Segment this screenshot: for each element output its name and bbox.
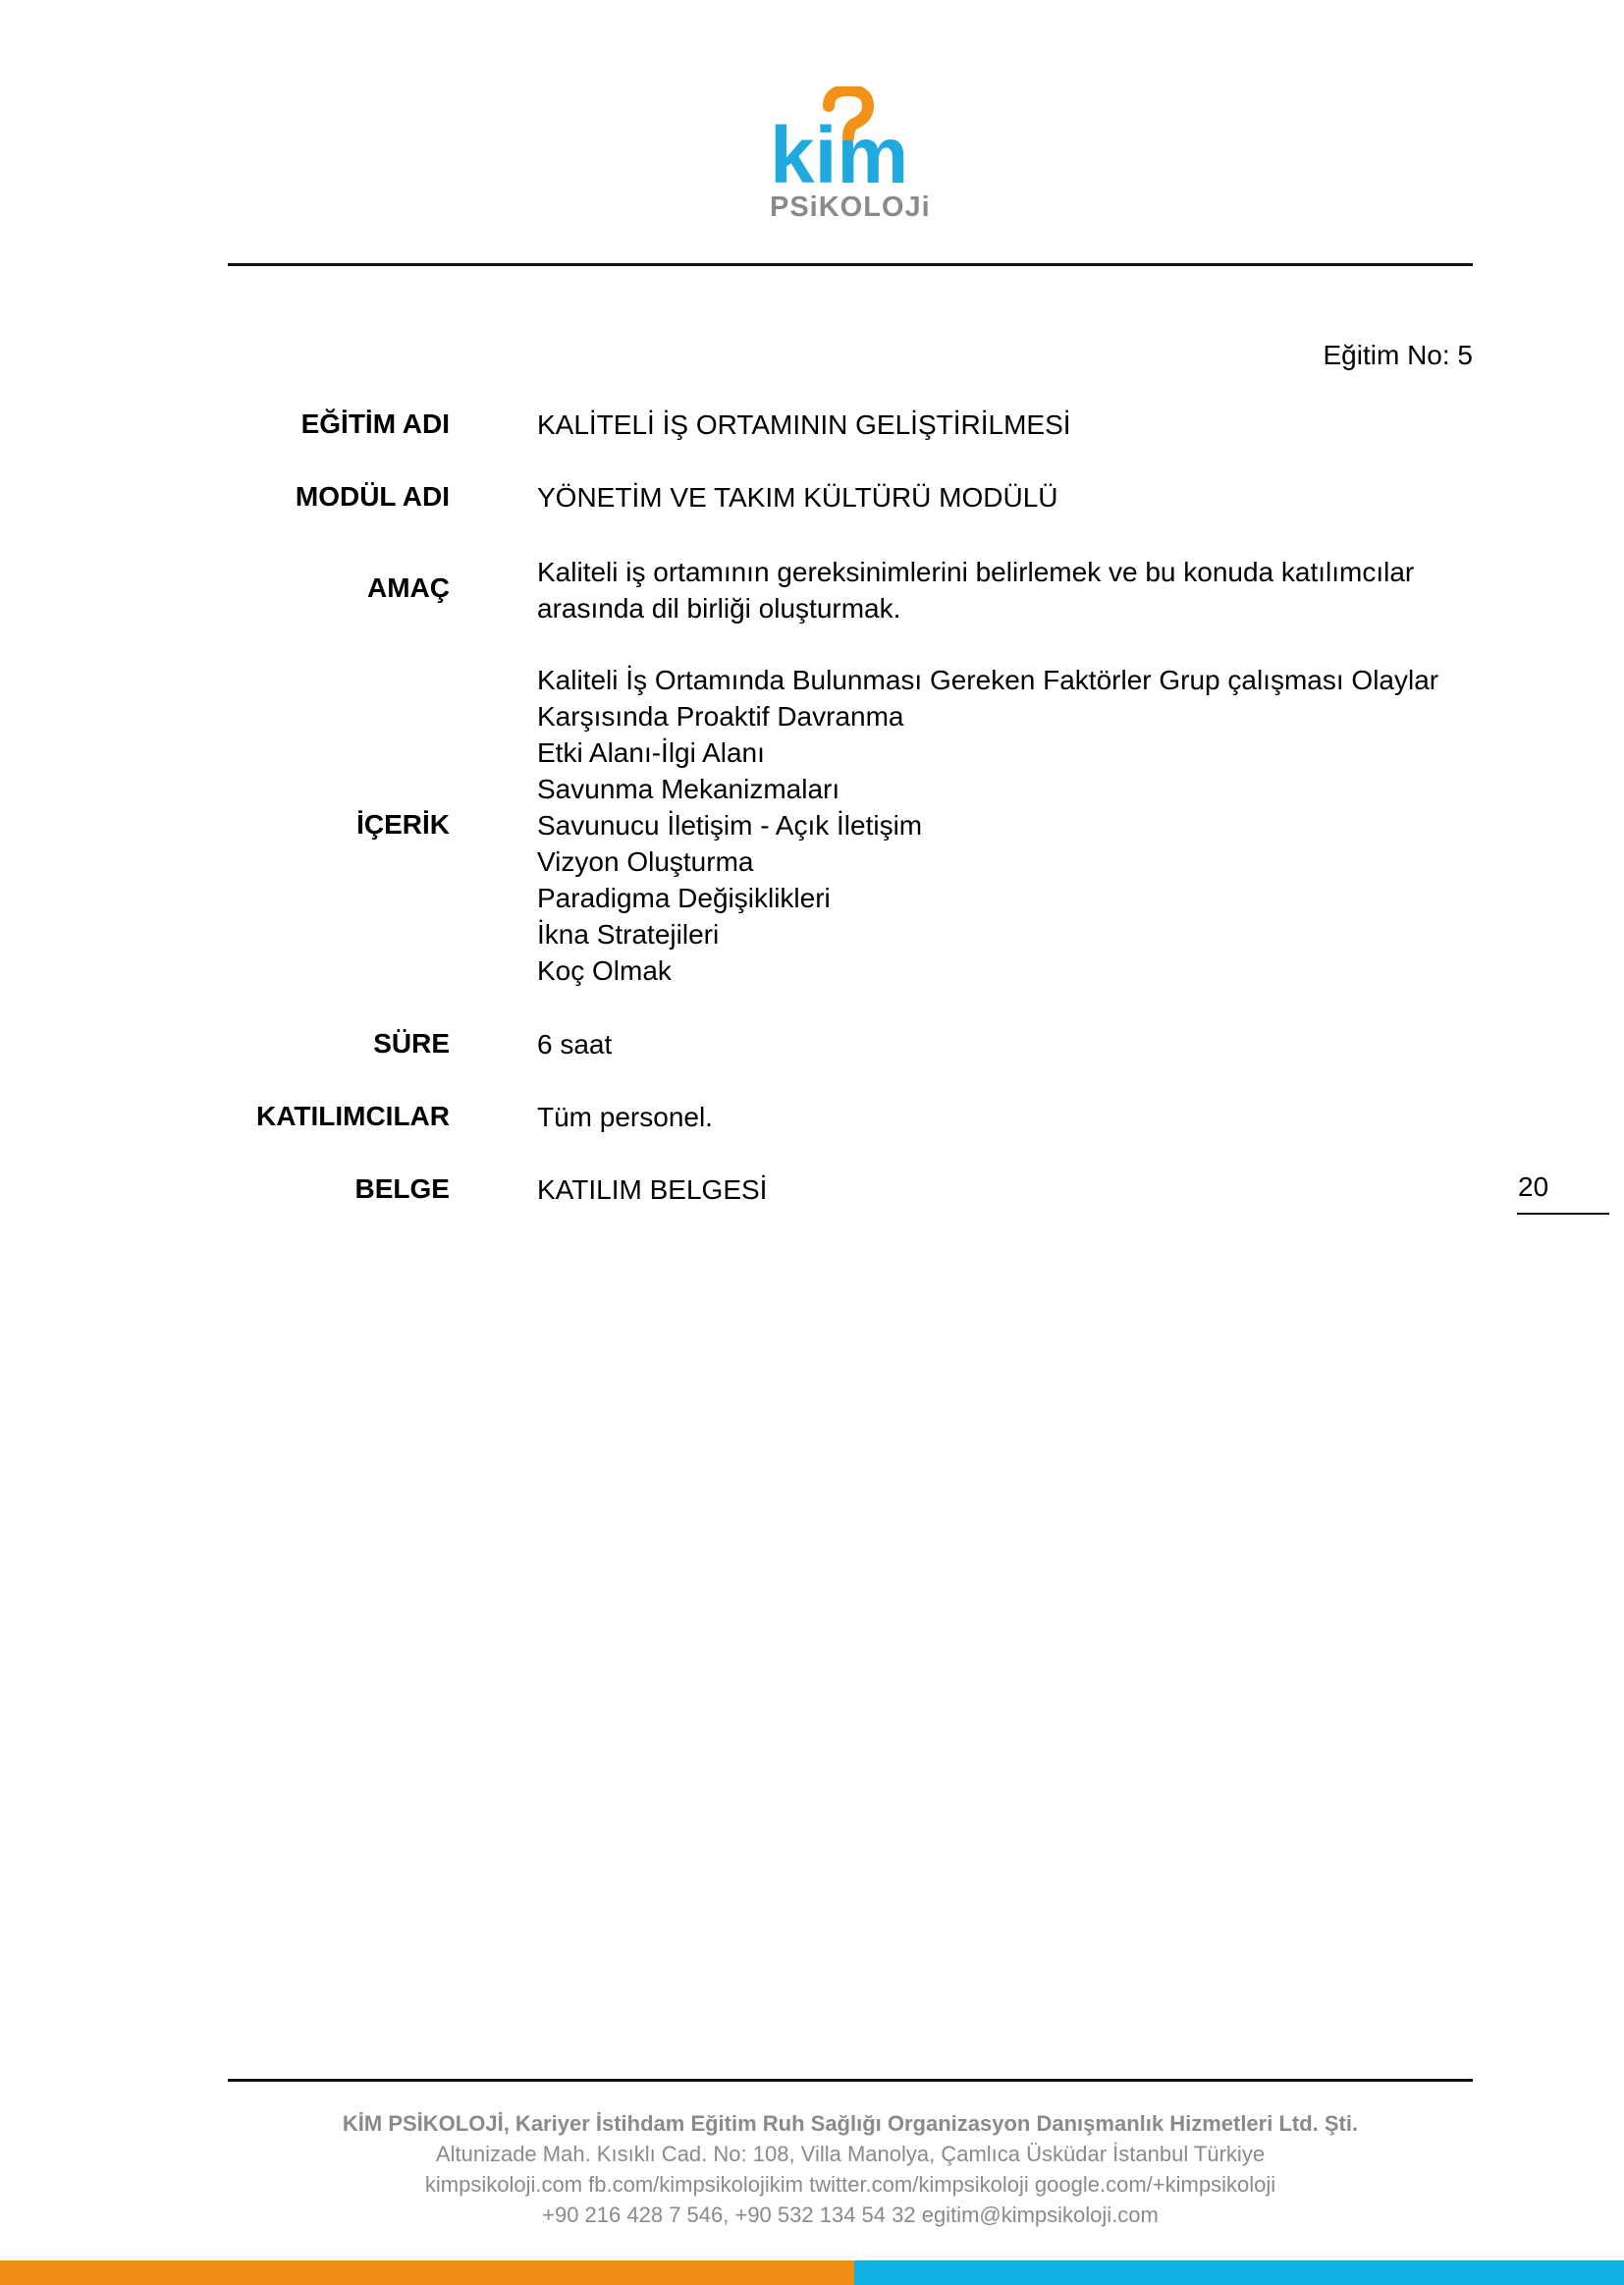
logo-subword: PSiKOLOJi xyxy=(770,191,931,223)
bottom-bar-orange xyxy=(0,2260,854,2285)
duration-value: 6 saat xyxy=(537,1029,613,1060)
duration-label: SÜRE xyxy=(373,1028,450,1059)
footer-divider xyxy=(228,2079,1473,2082)
footer-company-line xyxy=(228,2108,1473,2139)
purpose-label: AMAÇ xyxy=(367,572,450,603)
bottom-bar-blue xyxy=(854,2260,1624,2285)
footer xyxy=(228,2108,1473,2230)
footer-contact: +90 216 428 7 546, +90 532 134 54 32 egitim@kimpsikoloji.com xyxy=(542,2203,1159,2227)
footer-company-desc: Kariyer İstihdam Eğitim Ruh Sağlığı Organizasyon Danışmanlık Hizmetleri Ltd. Şti. xyxy=(509,2111,1359,2136)
certificate-value: KATILIM BELGESİ xyxy=(537,1174,768,1205)
footer-links: kimpsikoloji.com fb.com/kimpsikolojikim twitter.com/kimpsikoloji google.com/+kimpsikoloji xyxy=(424,2172,1276,2197)
page-number: 20 xyxy=(1518,1171,1549,1202)
logo-word: kim xyxy=(770,111,909,200)
content-label: İÇERİK xyxy=(356,809,450,840)
content-line: Savunma Mekanizmaları xyxy=(537,774,840,804)
training-name-label: EĞİTİM ADI xyxy=(300,408,450,439)
certificate-label: BELGE xyxy=(354,1173,450,1204)
purpose-value xyxy=(537,554,1450,626)
module-name-label: MODÜL ADI xyxy=(295,481,450,512)
content-line: Karşısında Proaktif Davranma xyxy=(537,701,904,732)
content-line: İkna Stratejileri xyxy=(537,919,720,950)
header-divider xyxy=(228,263,1473,266)
content-line: Etki Alanı-İlgi Alanı xyxy=(537,737,765,768)
content-line: Paradigma Değişiklikleri xyxy=(537,883,831,913)
training-name-value: KALİTELİ İŞ ORTAMININ GELİŞTİRİLMESİ xyxy=(537,409,1071,440)
content-line: Savunucu İletişim - Açık İletişim xyxy=(537,810,923,841)
footer-company-name: KİM PSİKOLOJİ, xyxy=(342,2111,510,2136)
content-line: Kaliteli İş Ortamında Bulunması Gereken Faktörler Grup çalışması Olaylar xyxy=(537,665,1439,695)
purpose-line: arasında dil birliği oluşturmak. xyxy=(537,593,901,624)
footer-address: Altunizade Mah. Kısıklı Cad. No: 108, Villa Manolya, Çamlıca Üsküdar İstanbul Türkiye xyxy=(435,2142,1266,2166)
training-number: Eğitim No: 5 xyxy=(1323,340,1473,370)
page-number-rule xyxy=(1517,1213,1609,1215)
content-line: Koç Olmak xyxy=(537,955,672,986)
purpose-line: Kaliteli iş ortamının gereksinimlerini belirlemek ve bu konuda katılımcılar xyxy=(537,557,1415,587)
content-line: Vizyon Oluşturma xyxy=(537,846,754,877)
company-logo xyxy=(766,86,943,224)
module-name-value: YÖNETİM VE TAKIM KÜLTÜRÜ MODÜLÜ xyxy=(537,482,1058,513)
content-value xyxy=(537,662,1450,989)
participants-value: Tüm personel. xyxy=(537,1102,713,1132)
participants-label: KATILIMCILAR xyxy=(256,1101,450,1131)
